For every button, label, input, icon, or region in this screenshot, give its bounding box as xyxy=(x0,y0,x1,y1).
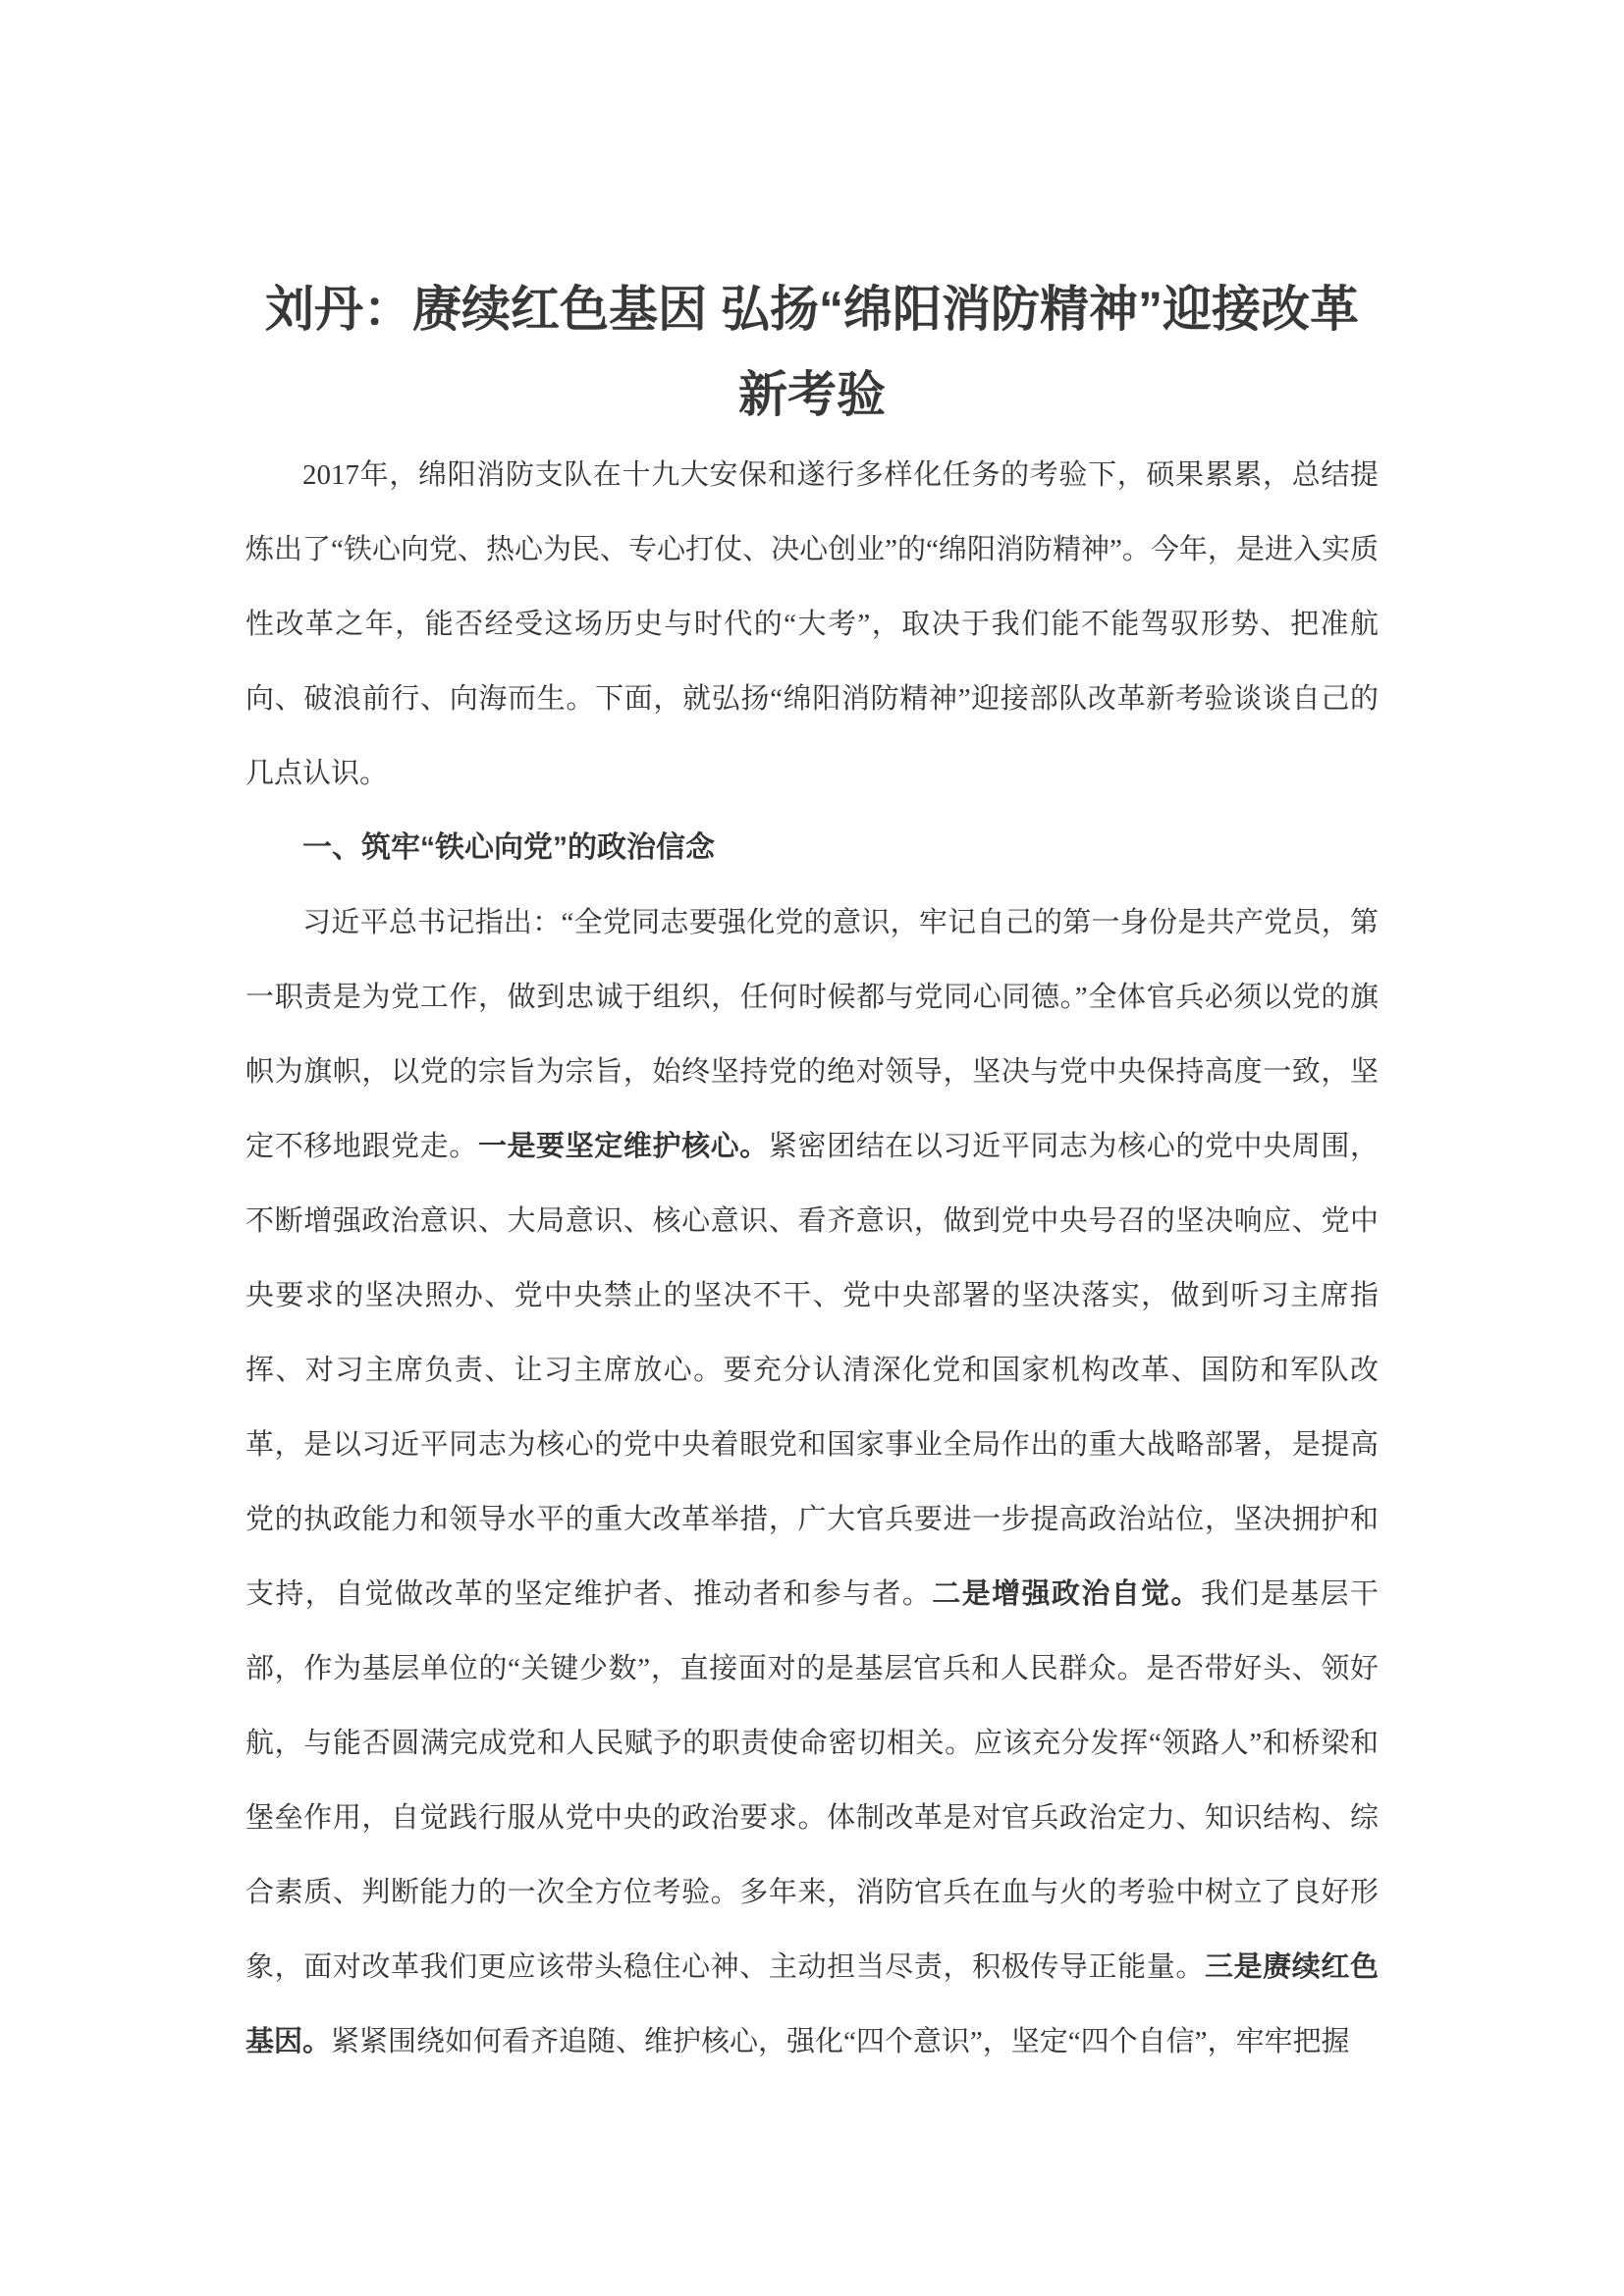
section-1-text-4: 紧紧围绕如何看齐追随、维护核心，强化“四个意识”，坚定“四个自信”，牢牢把握 xyxy=(331,2026,1350,2057)
section-1-text-3: 我们是基层干部，作为基层单位的“关键少数”，直接面对的是基层官兵和人民群众。是否带好头、领好航，与能否圆满完成党和人民赋予的职责使命密切相关。应该充分发挥“领路人”和桥梁和堡垒作用，自觉践行服从党中央的政治要求。体制改革是对官兵政治定力、知识结构、综合素质、判断能力的一次全方位考验。多年来，消防官兵在血与火的考验中树立了良好形象，面对改革我们更应该带头稳住心神、主动担当尽责，积极传导正能量。 xyxy=(245,1578,1379,1983)
document-title: 刘丹：赓续红色基因 弘扬“绵阳消防精神”迎接改革新考验 xyxy=(265,282,1359,422)
section-1-bold-point-2: 二是增强政治自觉。 xyxy=(932,1578,1201,1610)
section-1-heading: 一、筑牢“铁心向党”的政治信念 xyxy=(302,831,715,864)
section-1-text-1: 习近平总书记指出：“全党同志要强化党的意识，牢记自己的第一身份是共产党员，第一职责是为党工作，做到忠诚于组织，任何时候都与党同心同德。”全体官兵必须以党的旗帜为旗帜，以党的宗旨为宗旨，始终坚持党的绝对领导，坚决与党中央保持高度一致，坚定不移地跟党走。 xyxy=(245,907,1379,1162)
section-1-bold-point-3: 三是赓续红色基因。 xyxy=(245,1951,1379,2057)
section-1-paragraph xyxy=(245,885,1379,2079)
section-1-text-2: 紧密团结在以习近平同志为核心的党中央周围，不断增强政治意识、大局意识、核心意识、看齐意识，做到党中央号召的坚决响应、党中央要求的坚决照办、党中央禁止的坚决不干、党中央部署的坚决落实，做到听习主席指挥、对习主席负责、让习主席放心。要充分认清深化党和国家机构改革、国防和军队改革，是以习近平同志为核心的党中央着眼党和国家事业全局作出的重大战略部署，是提高党的执政能力和领导水平的重大改革举措，广大官兵要进一步提高政治站位，坚决拥护和支持，自觉做改革的坚定维护者、推动者和参与者。 xyxy=(245,1131,1379,1610)
section-1-bold-point-1: 一是要坚定维护核心。 xyxy=(477,1131,769,1162)
intro-paragraph: 2017年，绵阳消防支队在十九大安保和遂行多样化任务的考验下，硕果累累，总结提炼出了“铁心向党、热心为民、专心打仗、决心创业”的“绵阳消防精神”。今年，是进入实质性改革之年，能否经受这场历史与时代的“大考”，取决于我们能不能驾驭形势、把准航向、破浪前行、向海而生。下面，就弘扬“绵阳消防精神”迎接部队改革新考验谈谈自己的几点认识。 xyxy=(245,459,1379,789)
